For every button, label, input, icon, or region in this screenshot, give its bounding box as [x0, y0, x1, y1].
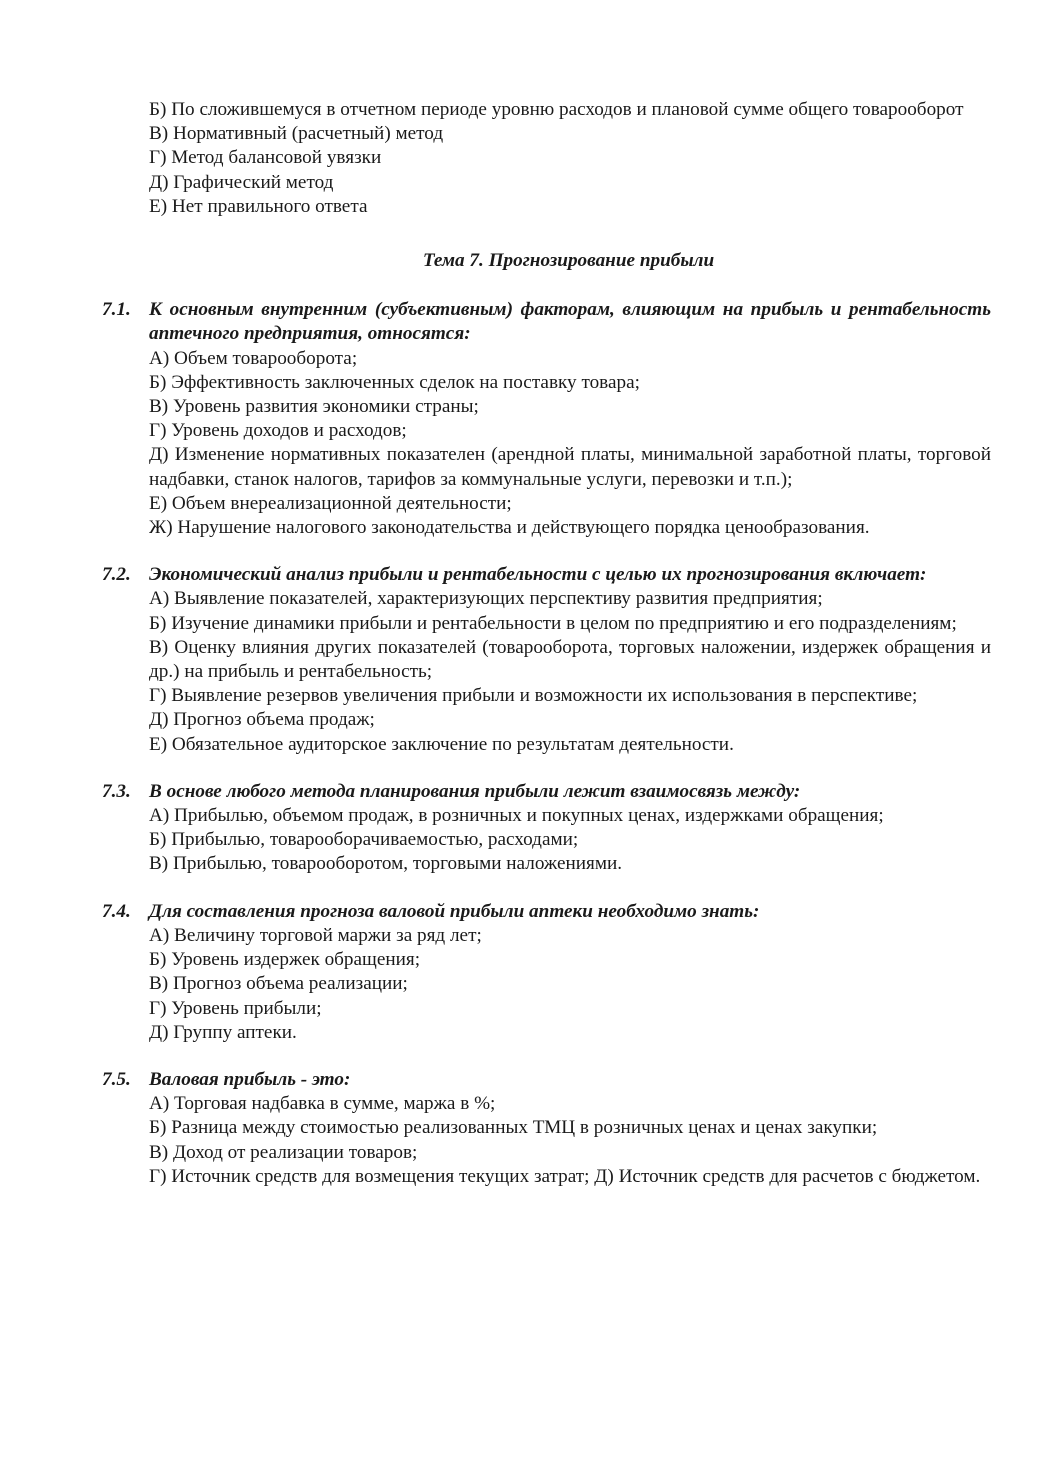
question-number: 7.3. [102, 780, 131, 802]
question-text: В основе любого метода планирования прибыли лежит взаимосвязь между: [149, 780, 801, 802]
option-text: Б) По сложившемуся в отчетном периоде уровню расходов и плановой сумме общего товарооборот [149, 99, 964, 120]
question-number: 7.1. [102, 299, 131, 321]
option-text: В) Уровень развития экономики страны; [149, 396, 479, 418]
option-text: Г) Выявление резервов увеличения прибыли и возможности их использования в перспективе; [149, 685, 918, 707]
option-text: Ж) Нарушение налогового законодательства и действующего порядка ценообразования. [149, 517, 870, 539]
option-text: Д) Прогноз объема продаж; [149, 709, 375, 731]
question-7-1 [0, 298, 1039, 540]
option-text: Д) Графический метод [149, 171, 334, 193]
option-text: В) Оценку влияния других показателей (товарооборота, торговых наложении, издержек обращения и др.) на прибыль и рентабельность; [149, 636, 991, 683]
option-text: А) Величину торговой маржи за ряд лет; [149, 924, 482, 946]
option-text: Е) Обязательное аудиторское заключение по результатам деятельности. [149, 733, 734, 755]
previous-question-options [0, 0, 1039, 219]
option-text: Г) Уровень доходов и расходов; [149, 420, 407, 442]
option-text: В) Прогноз объема реализации; [149, 973, 408, 995]
question-heading [102, 563, 991, 587]
option-text: А) Торговая надбавка в сумме, маржа в %; [149, 1093, 496, 1115]
option-text: Д) Группу аптеки. [149, 1021, 297, 1043]
option-text: Б) Уровень издержек обращения; [149, 949, 421, 971]
question-text: Экономический анализ прибыли и рентабельности с целью их прогнозирования включает: [149, 564, 927, 586]
question-heading [102, 1068, 991, 1092]
option-text: Б) Прибылью, товарооборачиваемостью, расходами; [149, 829, 579, 851]
option-text: Д) Изменение нормативных показателен (арендной платы, минимальной заработной платы, торговой надбавки, станок налогов, тарифов за коммунальные услуги, перевозки и т.п.); [149, 444, 991, 490]
option-text: Г) Метод балансовой увязки [149, 147, 382, 169]
question-heading [102, 298, 991, 346]
question-number: 7.4. [102, 900, 131, 922]
option-text: В) Прибылью, товарооборотом, торговыми наложениями. [149, 853, 623, 875]
option-text: Е) Нет правильного ответа [149, 195, 368, 217]
question-text: Валовая прибыль - это: [149, 1068, 351, 1090]
option-text: Б) Изучение динамики прибыли и рентабельности в целом по предприятию и его подразделениям; [149, 612, 957, 634]
topic-title: Тема 7. Прогнозирование прибыли [422, 250, 715, 272]
option-text: Б) Разница между стоимостью реализованных ТМЦ в розничных ценах и ценах закупки; [149, 1117, 878, 1139]
option-text: А) Выявление показателей, характеризующих перспективу развития предприятия; [149, 588, 823, 610]
option-text: Г) Уровень прибыли; [149, 997, 322, 1019]
question-text: Для составления прогноза валовой прибыли аптеки необходимо знать: [149, 900, 760, 922]
question-number: 7.5. [102, 1068, 131, 1090]
question-7-2 [0, 563, 1039, 757]
option-text: Б) Эффективность заключенных сделок на поставку товара; [149, 371, 640, 393]
option-text: А) Объем товарооборота; [149, 347, 358, 369]
question-7-4 [0, 900, 1039, 1045]
question-heading [102, 900, 991, 924]
question-number: 7.2. [102, 564, 131, 586]
option-text: В) Доход от реализации товаров; [149, 1141, 418, 1163]
question-7-3 [0, 780, 1039, 877]
question-heading [102, 780, 991, 804]
question-text: К основным внутренним (субъективным) факторам, влияющим на прибыль и рентабельность аптечного предприятия, относятся: [149, 299, 991, 345]
question-7-5 [0, 1068, 1039, 1189]
option-text: Е) Объем внереализационной деятельности; [149, 492, 512, 514]
option-text: В) Нормативный (расчетный) метод [149, 123, 444, 145]
option-text: Г) Источник средств для возмещения текущих затрат; Д) Источник средств для расчетов с бюджетом. [149, 1165, 981, 1187]
option-text: А) Прибылью, объемом продаж, в розничных и покупных ценах, издержками обращения; [149, 805, 884, 827]
